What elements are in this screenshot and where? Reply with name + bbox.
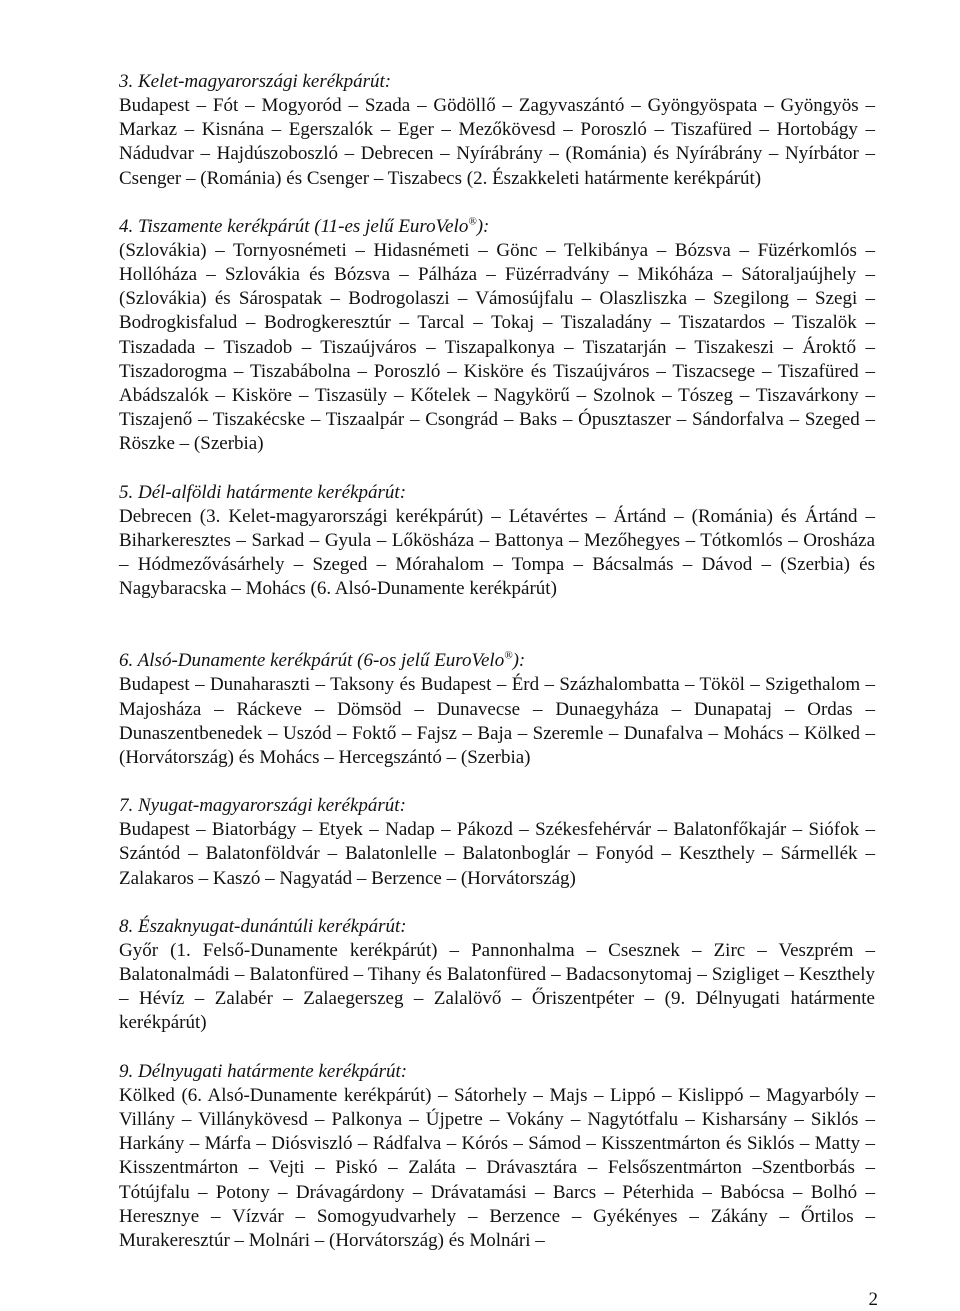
section-body: Budapest – Dunaharaszti – Taksony és Budapest – Érd – Százhalombatta – Tököl – Szigethalom – Majosháza – Ráckeve – Dömsöd – Dunavecse – Dunaegyháza – Dunapataj – Ordas – Dunaszentbenedek – Uszód – Foktő – Fajsz – Baja – Szeremle – Dunafalva – Mohács – Kölked – (Horvátország) és Mohács – Hercegszántó – (Szerbia): [119, 674, 875, 769]
section-number: 9.: [119, 1060, 134, 1082]
section-body: Debrecen (3. Kelet-magyarországi kerékpárút) – Létavértes – Ártánd – (Románia) és Ártánd – Biharkeresztes – Sarkad – Gyula – Lőkösháza – Battonya – Mezőhegyes – Tótkomlós – Orosháza – Hódmezővásárhely – Szeged – Mórahalom – Tompa – Bácsalmás – Dávod – (Szerbia) és Nagybaracska – Mohács (6. Alsó-Dunamente kerékpárút): [119, 505, 875, 600]
section-8: [119, 915, 875, 1036]
spacer: [119, 601, 875, 649]
section-body: Kölked (6. Alsó-Dunamente kerékpárút) – Sátorhely – Majs – Lippó – Kislippó – Magyarbóly – Villány – Villánykövesd – Palkonya – Újpetre – Vokány – Nagytótfalu – Kisharsány – Siklós – Harkány – Márfa – Diósviszló – Rádfalva – Kórós – Sámod – Kisszentmárton és Siklós – Matty – Kisszentmárton – Vejti – Piskó – Zaláta – Drávasztára – Felsőszentmárton –Szentborbás – Tótújfalu – Potony – Drávagárdony – Drávatamási – Barcs – Péterhida – Babócsa – Bolhó – Heresznye – Vízvár – Somogyudvarhely – Berzence – Gyékényes – Zákány – Őrtilos – Murakeresztúr – Molnári – (Horvátország) és Molnári –: [119, 1084, 875, 1251]
section-body: Budapest – Biatorbágy – Etyek – Nadap – Pákozd – Székesfehérvár – Balatonfőkajár – Siófok – Szántód – Balatonföldvár – Balatonlelle – Balatonboglár – Fonyód – Keszthely – Sármellék – Zalakaros – Kaszó – Nagyatád – Berzence – (Horvátország): [119, 819, 875, 889]
section-title: Északnyugat-dunántúli kerékpárút:: [138, 915, 407, 937]
section-9: [119, 1060, 875, 1253]
section-number: 7.: [119, 795, 134, 817]
section-heading: [119, 481, 875, 505]
spacer: [119, 770, 875, 794]
spacer: [119, 457, 875, 481]
section-title: Alsó-Dunamente kerékpárút (6-os jelű EuroVelo: [137, 650, 505, 672]
section-title: Délnyugati határmente kerékpárút:: [138, 1060, 408, 1082]
section-body: Budapest – Fót – Mogyoród – Szada – Gödöllő – Zagyvaszántó – Gyöngyöspata – Gyöngyös – Markaz – Kisnána – Egerszalók – Eger – Mezőkövesd – Poroszló – Tiszafüred – Hortobágy – Nádudvar – Hajdúszoboszló – Debrecen – Nyírábrány – (Románia) és Nyírábrány – Nyírbátor – Csenger – (Románia) és Csenger – Tiszabecs (2. Északkeleti határmente kerékpárút): [119, 95, 875, 189]
section-title: Tiszamente kerékpárút (11-es jelű EuroVelo: [138, 215, 469, 237]
section-body: (Szlovákia) – Tornyosnémeti – Hidasnémeti – Gönc – Telkibánya – Bózsva – Füzérkomlós – Hollóháza – Szlovákia és Bózsva – Pálháza – Füzérradvány – Mikóháza – Sátoraljaújhely – (Szlovákia) és Sárospatak – Bodrogolaszi – Vámosújfalu – Olaszliszka – Szegilong – Szegi – Bodrogkisfalud – Bodrogkeresztúr – Tarcal – Tokaj – Tiszaladány – Tiszatardos – Tiszalök – Tiszadada – Tiszadob – Tiszaújváros – Tiszapalkonya – Tiszatarján – Tiszakeszi – Ároktő – Tiszadorogma – Tiszabábolna – Poroszló – Kisköre és Tiszaújváros – Tiszacsege – Tiszafüred – Abádszalók – Kisköre – Tiszasüly – Kőtelek – Nagykörű – Szolnok – Tószeg – Tiszavárkony – Tiszajenő – Tiszakécske – Tiszaalpár – Csongrád – Baks – Ópusztaszer – Sándorfalva – Szeged – Röszke – (Szerbia): [119, 239, 875, 455]
section-6: [119, 649, 875, 770]
section-4: [119, 215, 875, 457]
document-page: [119, 70, 875, 1253]
section-3: [119, 70, 875, 191]
section-heading: [119, 794, 875, 818]
section-body: Győr (1. Felső-Dunamente kerékpárút) – Pannonhalma – Csesznek – Zirc – Veszprém – Balatonalmádi – Balatonfüred – Tihany és Balatonfüred – Badacsonytomaj – Szigliget – Keszthely – Hévíz – Zalabér – Zalaegerszeg – Zalalövő – Őriszentpéter – (9. Délnyugati határmente kerékpárút): [119, 939, 875, 1034]
spacer: [119, 191, 875, 215]
section-7: [119, 794, 875, 891]
section-title: Dél-alföldi határmente kerékpárút:: [138, 481, 407, 503]
section-heading: [119, 915, 875, 939]
section-heading: [119, 649, 875, 673]
section-number: 6.: [119, 650, 134, 672]
section-5: [119, 481, 875, 602]
section-number: 8.: [119, 915, 134, 937]
page-number: 2: [868, 1289, 878, 1310]
section-number: 4.: [119, 215, 134, 237]
section-title-suffix: ):: [476, 215, 490, 237]
section-number: 3.: [119, 71, 134, 92]
spacer: [119, 1036, 875, 1060]
spacer: [119, 891, 875, 915]
registered-mark: ®: [504, 650, 513, 663]
section-heading: [119, 215, 875, 239]
section-title: Kelet-magyarországi kerékpárút:: [138, 71, 392, 92]
section-title-suffix: ):: [512, 650, 526, 672]
section-heading: [119, 1060, 875, 1084]
section-title: Nyugat-magyarországi kerékpárút:: [138, 795, 406, 817]
section-number: 5.: [119, 481, 134, 503]
section-heading: [119, 70, 875, 94]
registered-mark: ®: [468, 215, 477, 228]
